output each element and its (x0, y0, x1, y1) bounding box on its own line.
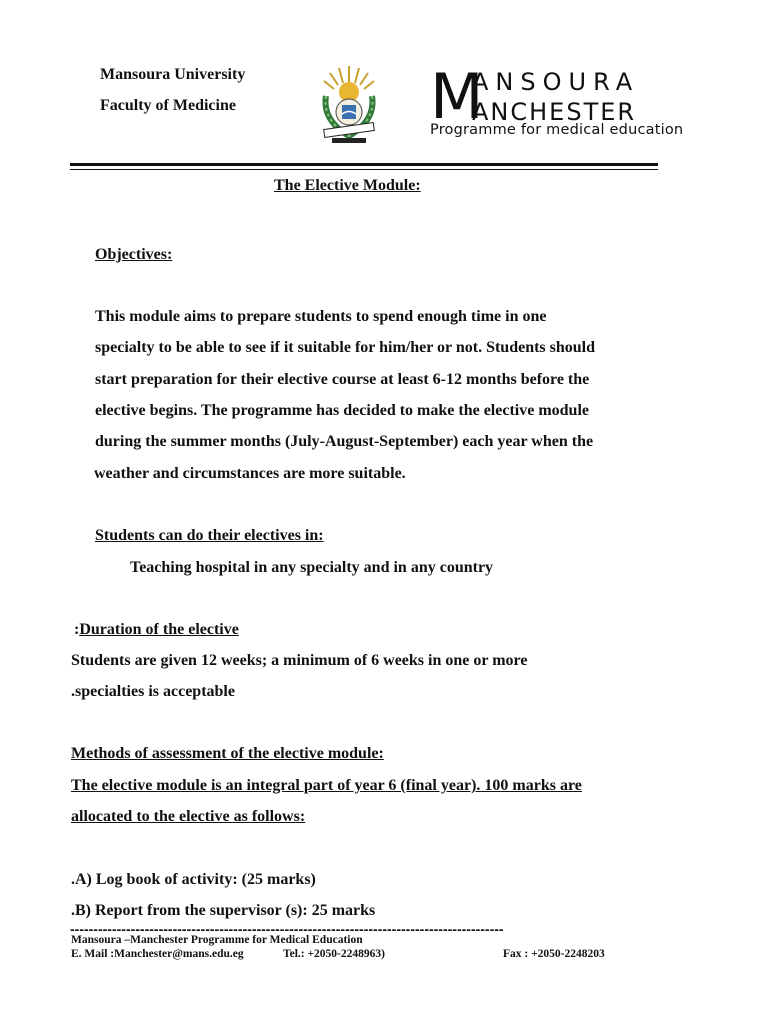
header-rule-thick (70, 163, 658, 166)
objectives-line: weather and circumstances are more suitable. (94, 465, 406, 482)
footer-email: E. Mail :Manchester@mans.edu.eg (71, 948, 244, 960)
assessment-heading: Methods of assessment of the elective module: (71, 745, 384, 762)
footer-org: Mansoura –Manchester Programme for Medical Education (71, 934, 363, 946)
assessment-item: .A) Log book of activity: (25 marks) (71, 871, 316, 888)
electives-location-item: Teaching hospital in any specialty and in any country (130, 559, 494, 576)
logo-line-manchester: ANCHESTER (472, 98, 637, 126)
assessment-line: The elective module is an integral part of year 6 (final year). 100 marks are (71, 777, 582, 794)
duration-heading-text: Duration of the elective (79, 621, 239, 638)
objectives-line: during the summer months (July-August-September) each year when the (95, 433, 594, 450)
duration-heading-prefix: : (74, 621, 80, 638)
objectives-line: elective begins. The programme has decided to make the elective module (95, 402, 589, 419)
footer-tel: Tel.: +2050-2248963) (283, 948, 385, 960)
university-seal-icon (316, 62, 382, 148)
header-rule-thin (70, 169, 658, 170)
footer-fax: Fax : +2050-2248203 (503, 948, 605, 960)
duration-line: .specialties is acceptable (71, 683, 235, 700)
faculty-name: Faculty of Medicine (100, 97, 236, 114)
objectives-heading: Objectives: (95, 246, 173, 263)
assessment-item: .B) Report from the supervisor (s): 25 marks (71, 902, 376, 919)
objectives-line: start preparation for their elective course at least 6-12 months before the (95, 371, 590, 388)
logo-line-mansoura: ANSOURA (472, 68, 640, 96)
university-name: Mansoura University (100, 66, 246, 83)
footer-divider: --------------------------------------------------------------------------------------------- (70, 922, 504, 936)
logo-tagline: Programme for medical education (430, 122, 684, 138)
programme-logo (430, 60, 684, 144)
objectives-line: This module aims to prepare students to spend enough time in one (95, 308, 547, 325)
logo-initial: M (430, 60, 484, 133)
duration-line: Students are given 12 weeks; a minimum of 6 weeks in one or more (71, 652, 528, 669)
objectives-line: specialty to be able to see if it suitable for him/her or not. Students should (95, 339, 596, 356)
electives-location-heading: Students can do their electives in: (95, 527, 324, 544)
duration-heading (74, 621, 239, 639)
assessment-line: allocated to the elective as follows: (71, 808, 306, 825)
page-title: The Elective Module: (274, 177, 421, 194)
